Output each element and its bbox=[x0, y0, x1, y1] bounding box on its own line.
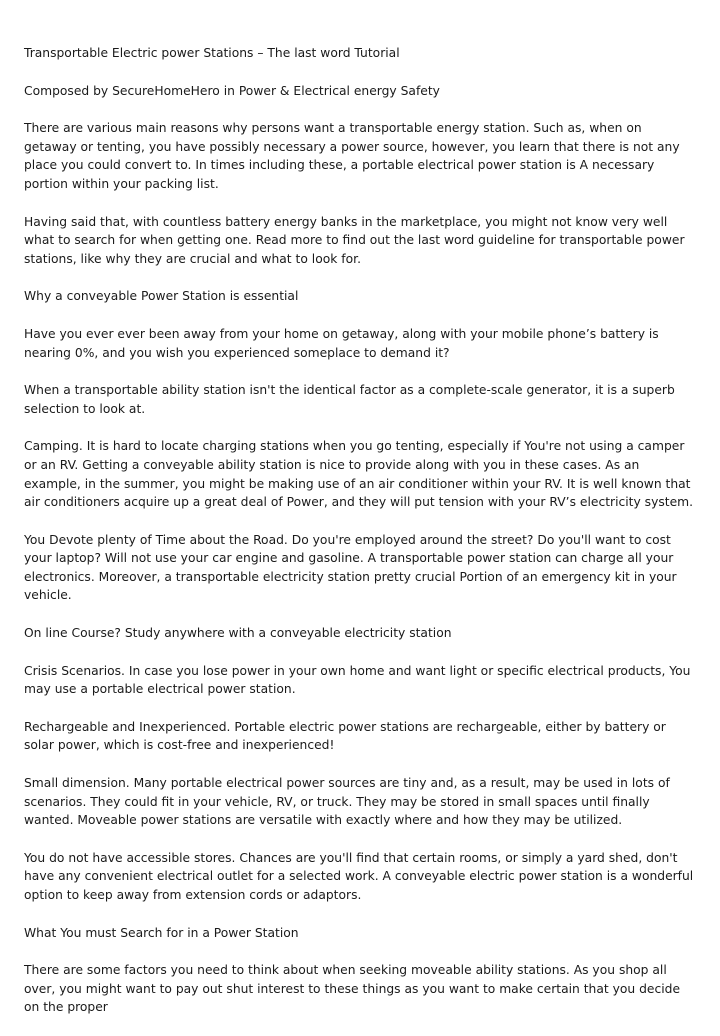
document-page bbox=[24, 44, 696, 1036]
paragraph: There are various main reasons why persons want a transportable energy station. Such as, when on getaway or tenting, you have possibly necessary a power source, however, you learn that there is not any place you could convert to. In times including these, a portable electrical power station is A necessary portion within your packing list. bbox=[24, 121, 680, 191]
paragraph: There are some factors you need to think about when seeking moveable ability stations. As you shop all over, you might want to pay out shut interest to these things as you want to make certain that you decide on the proper bbox=[24, 963, 681, 1015]
section-heading: On line Course? Study anywhere with a conveyable electricity station bbox=[24, 626, 452, 641]
paragraph: Crisis Scenarios. In case you lose power in your own home and want light or specific electrical products, You may use a portable electrical power station. bbox=[24, 663, 691, 697]
paragraph: You do not have accessible stores. Chances are you'll find that certain rooms, or simply a yard shed, don't have any convenient electrical outlet for a selected work. A conveyable electric power station is a wonderful option to keep away from extension cords or adaptors. bbox=[24, 850, 694, 902]
paragraph: Small dimension. Many portable electrical power sources are tiny and, as a result, may be used in lots of scenarios. They could fit in your vehicle, RV, or truck. They may be stored in small spaces until finally wanted. Moveable power stations are versatile with exactly where and how they may be utilized. bbox=[24, 776, 670, 828]
section-heading: What You must Search for in a Power Station bbox=[24, 925, 299, 940]
paragraph: Have you ever ever been away from your home on getaway, along with your mobile phone’s battery is nearing 0%, and you wish you experienced someplace to demand it? bbox=[24, 326, 659, 360]
document-byline: Composed by SecureHomeHero in Power & Electrical energy Safety bbox=[24, 83, 440, 98]
paragraph: You Devote plenty of Time about the Road. Do you're employed around the street? Do you'll want to cost your laptop? Will not use your car engine and gasoline. A transportable power station can charge all your electronics. Moreover, a transportable electricity station pretty crucial Portion of an emergency kit in your vehicle. bbox=[24, 532, 677, 603]
paragraph: Having said that, with countless battery energy banks in the marketplace, you might not know very well what to search for when getting one. Read more to find out the last word guideline for transportable power stations, like why they are crucial and what to look for. bbox=[24, 214, 685, 266]
paragraph: Camping. It is hard to locate charging stations when you go tenting, especially if You're not using a camper or an RV. Getting a conveyable ability station is nice to provide along with you in these cases. As an example, in the summer, you might be making use of an air conditioner within your RV. It is well known that air conditioners acquire up a great deal of Power, and they will put tension with your RV’s electricity system. bbox=[24, 439, 694, 510]
paragraph: When a transportable ability station isn't the identical factor as a complete-scale generator, it is a superb selection to look at. bbox=[24, 383, 675, 416]
document-title: Transportable Electric power Stations – The last word Tutorial bbox=[24, 46, 400, 60]
section-heading: Why a conveyable Power Station is essential bbox=[24, 289, 299, 304]
paragraph: Rechargeable and Inexperienced. Portable electric power stations are rechargeable, either by battery or solar power, which is cost-free and inexperienced! bbox=[24, 719, 666, 753]
